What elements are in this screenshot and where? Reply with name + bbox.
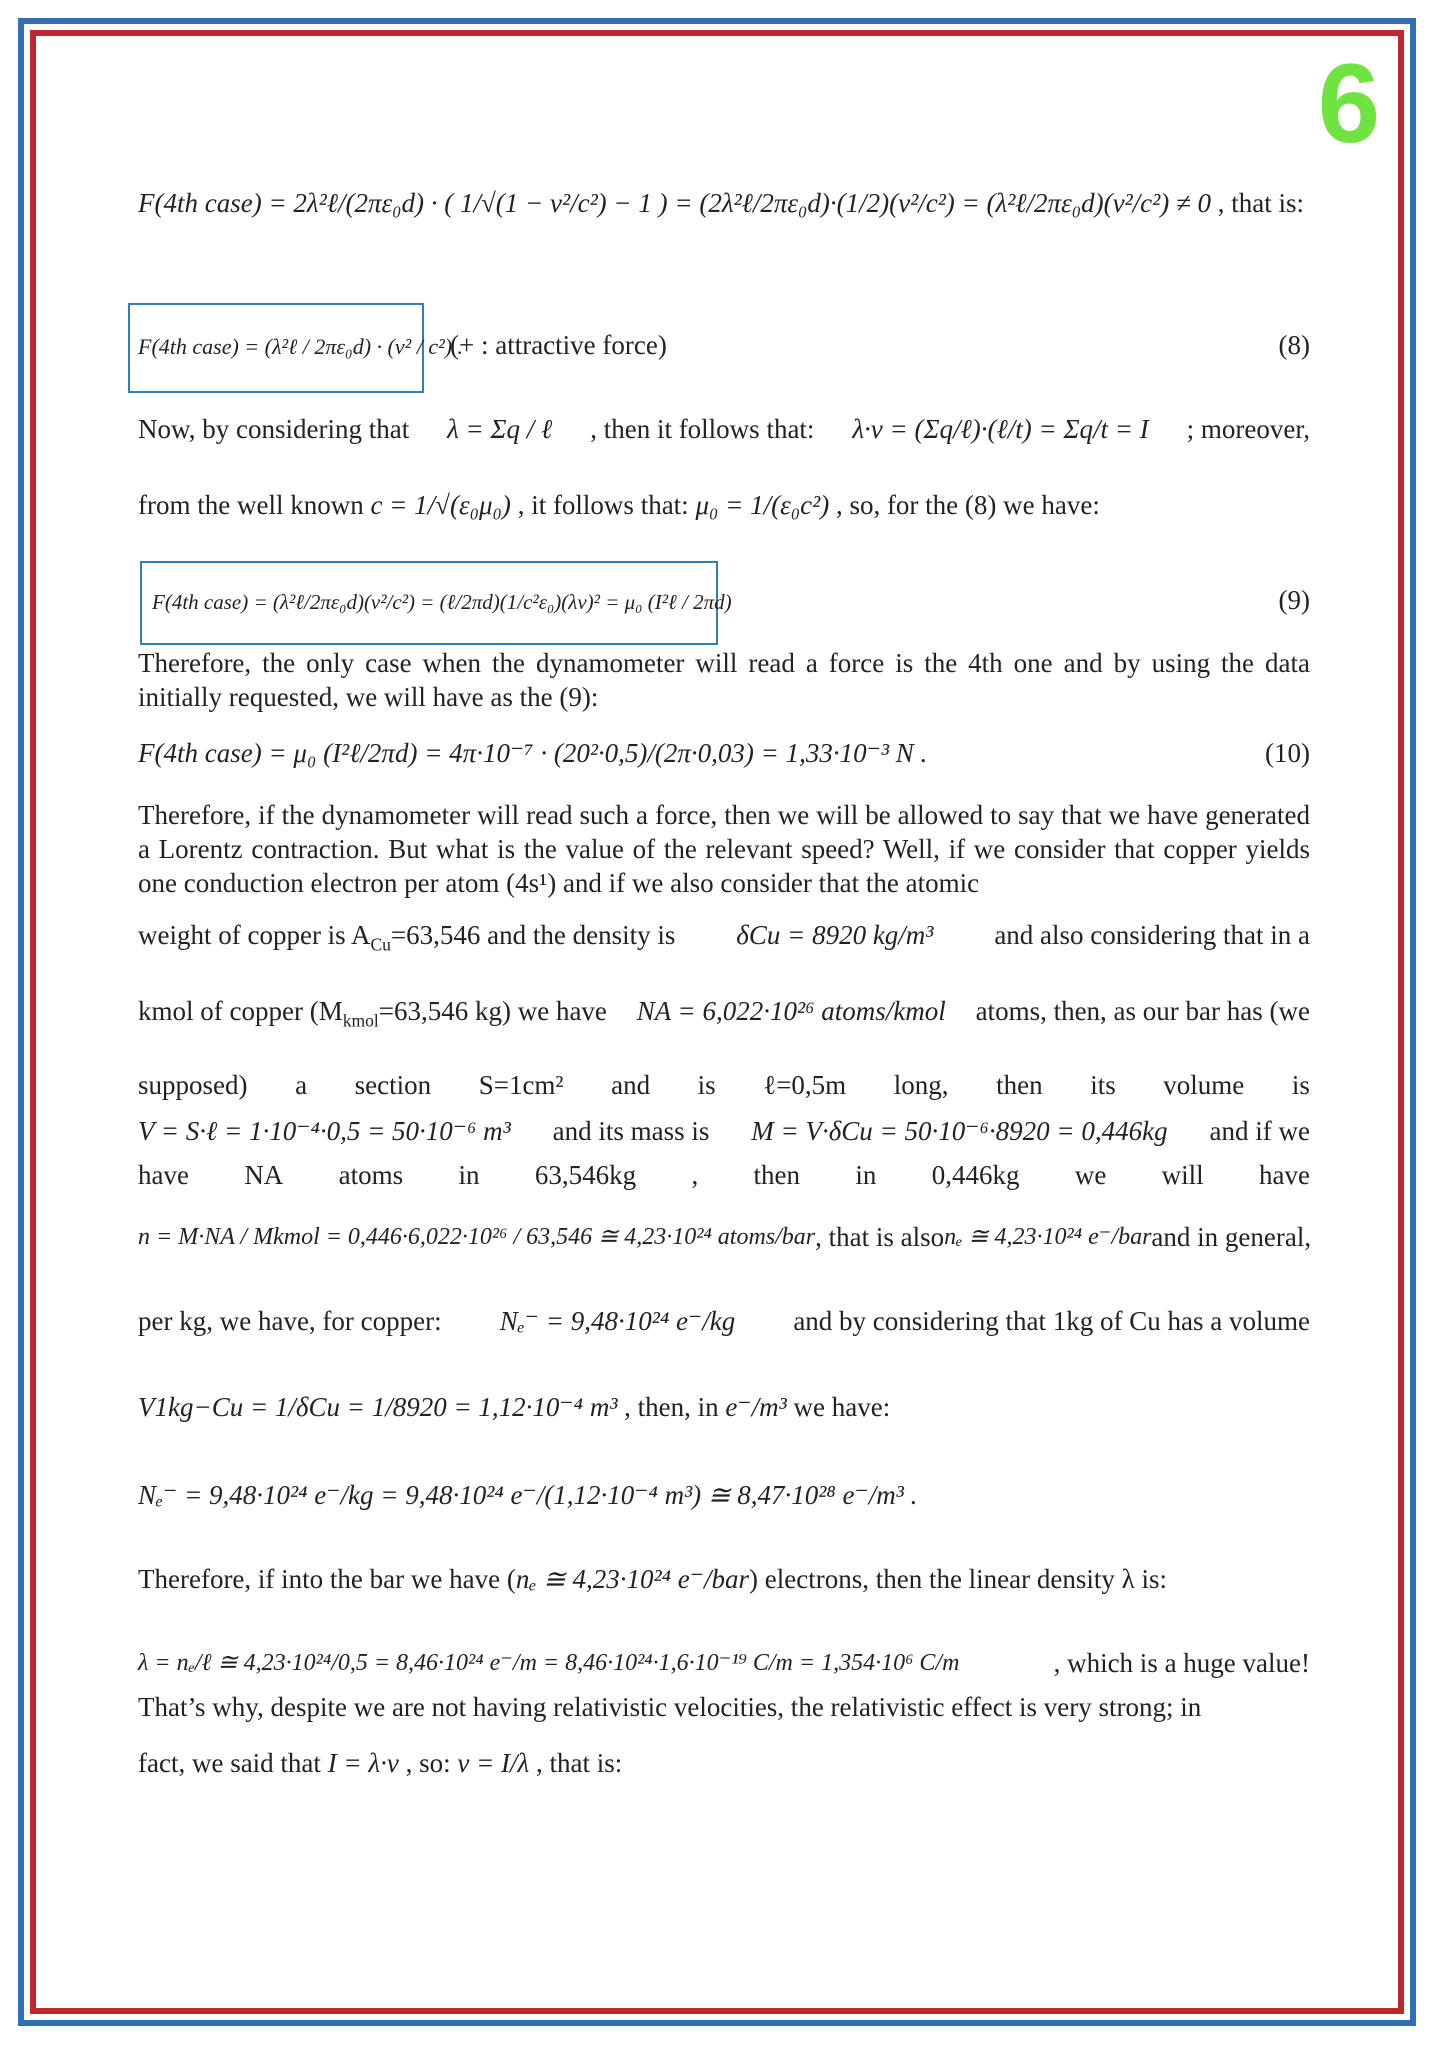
text-fact: fact, we said that <box>138 1748 321 1778</box>
that-is-text: , that is: <box>1217 188 1305 218</box>
line-into-bar <box>138 1564 1310 1595</box>
word: then <box>753 1160 801 1190</box>
text-well-known: from the well known <box>138 490 364 520</box>
text-mass-is: and its mass is <box>552 1116 710 1146</box>
equation-ne-bar: nₑ ≅ 4,23·10²⁴ e⁻/bar <box>515 1564 750 1594</box>
text-linear-density: ) electrons, then the linear density λ is: <box>749 1564 1167 1594</box>
line-have-atoms <box>138 1160 1310 1191</box>
equation-8-note: (+ : attractive force) <box>450 330 667 360</box>
line-per-kg <box>138 1306 1310 1337</box>
page-number: 6 <box>1317 41 1380 166</box>
text-then-in: , then, in <box>624 1392 719 1422</box>
text-we-have: =63,546 kg) we have <box>378 996 607 1026</box>
text-moreover: ; moreover, <box>1186 414 1310 444</box>
word: will <box>1161 1160 1204 1190</box>
word: atoms <box>338 1160 404 1190</box>
word: long, <box>893 1070 949 1100</box>
text-density: =63,546 and the density is <box>390 920 676 950</box>
paragraph-relativistic: That’s why, despite we are not having relativistic velocities, the relativistic effect is very strong; in <box>138 1692 1202 1722</box>
line-now-considering <box>138 414 1310 445</box>
text-per-kg: per kg, we have, for copper: <box>138 1306 442 1336</box>
word: and <box>611 1070 651 1100</box>
equation-8-expr: F(4th case) = (λ²ℓ / 2πε₀d) · (v² / c²) . <box>138 334 464 359</box>
text-atoms-then: atoms, then, as our bar has (we <box>975 996 1310 1026</box>
line-volume-1kg <box>138 1392 1310 1423</box>
force-label: F(4th case) <box>138 188 262 218</box>
unit-e-per-m3: e⁻/m³ <box>725 1392 787 1422</box>
equation-9 <box>138 585 1310 616</box>
equation-speed-of-light: c = 1/√(ε₀μ₀) <box>370 490 511 520</box>
sub-kmol: kmol <box>342 1010 379 1031</box>
sub-cu: Cu <box>370 934 391 955</box>
text-we-have: we have: <box>793 1392 891 1422</box>
equation-avogadro: NA = 6,022·10²⁶ atoms/kmol <box>636 996 946 1026</box>
text-considering: and also considering that in a <box>994 920 1310 950</box>
word: we <box>1074 1160 1107 1190</box>
equation-mass: M = V·δCu = 50·10⁻⁶·8920 = 0,446kg <box>751 1116 1168 1146</box>
line-volume-mass <box>138 1116 1310 1147</box>
equation-lambda-def: λ = Σq / ℓ <box>447 414 553 444</box>
word: supposed) <box>138 1070 248 1100</box>
equation-8-number: (8) <box>1278 330 1310 360</box>
equation-n: n = M·NA / Mkmol = 0,446·6,022·10²⁶ / 63,546 ≅ 4,23·10²⁴ atoms/bar <box>138 1224 816 1250</box>
text-volume: and by considering that 1kg of Cu has a volume <box>793 1306 1310 1336</box>
word: its <box>1090 1070 1116 1100</box>
word: in <box>458 1160 480 1190</box>
equation-force-expansion <box>138 188 1310 219</box>
text-huge-value: , which is a huge value! <box>1053 1648 1310 1678</box>
word: 0,446kg <box>931 1160 1020 1190</box>
equation-lambda: λ = nₑ/ℓ ≅ 4,23·10²⁴/0,5 = 8,46·10²⁴ e⁻/m = 8,46·10²⁴·1,6·10⁻¹⁹ C/m = 1,354·10⁶ C/m <box>138 1650 960 1676</box>
text-kmol: kmol of copper (M <box>138 996 343 1026</box>
line-lambda <box>138 1648 1310 1679</box>
text-that-is: , that is: <box>535 1748 623 1778</box>
equation-ne: nₑ ≅ 4,23·10²⁴ e⁻/bar <box>944 1224 1152 1250</box>
text-follows: , it follows that: <box>517 490 689 520</box>
equation-ne-volume: Nₑ⁻ = 9,48·10²⁴ e⁻/kg = 9,48·10²⁴ e⁻/(1,12·10⁻⁴ m³) ≅ 8,47·10²⁸ e⁻/m³ . <box>138 1480 918 1510</box>
line-electron-count <box>138 1222 1310 1253</box>
equation-density: δCu = 8920 kg/m³ <box>736 920 934 950</box>
word: volume <box>1163 1070 1245 1100</box>
equation-9-expr: F(4th case) = (λ²ℓ/2πε₀d)(v²/c²) = (ℓ/2πd)(1/c²ε₀)(λv)² = μ₀ (I²ℓ / 2πd) <box>152 590 732 614</box>
paragraph-lorentz: Therefore, if the dynamometer will read such a force, then we will be allowed to say that we have generated a Lorentz contraction. But what is the value of the relevant speed? Well, if we consider that copper yields one conduction electron per atom (4s¹) and if we also consider that the atomic <box>138 800 1310 898</box>
text-that-is-also: , that is also <box>815 1222 945 1252</box>
equation-v: v = I/λ <box>457 1748 530 1778</box>
equation-ne-per-kg: Nₑ⁻ = 9,48·10²⁴ e⁻/kg <box>499 1306 736 1336</box>
text-then-follows: , then it follows that: <box>590 414 815 444</box>
text-so: , so: <box>405 1748 451 1778</box>
equation-9-number: (9) <box>1278 585 1310 615</box>
equation-current: λ·v = (Σq/ℓ)·(ℓ/t) = Σq/t = I <box>852 414 1149 444</box>
word: in <box>855 1160 877 1190</box>
equation-mu0: μ₀ = 1/(ε₀c²) <box>695 490 830 520</box>
line-supposed <box>138 1070 1310 1101</box>
line-well-known <box>138 490 1310 521</box>
text-and-if-we: and if we <box>1209 1116 1310 1146</box>
text-therefore: Therefore, if into the bar we have ( <box>138 1564 516 1594</box>
word: is <box>1291 1070 1310 1100</box>
word: have <box>1259 1160 1310 1190</box>
line-ne-volume <box>138 1480 1310 1511</box>
equation-10 <box>138 738 1310 769</box>
text-in-general: and in general, <box>1151 1222 1312 1252</box>
equation-8 <box>138 330 1310 361</box>
equation-10-number: (10) <box>1265 738 1310 768</box>
word: a <box>295 1070 308 1100</box>
word: is <box>697 1070 716 1100</box>
equation-i-lambda-v: I = λ·v <box>327 1748 399 1778</box>
equation-10-expr: F(4th case) = μ₀ (I²ℓ/2πd) = 4π·10⁻⁷ · (20²·0,5)/(2π·0,03) = 1,33·10⁻³ N . <box>138 738 928 768</box>
equation-volume: V = S·ℓ = 1·10⁻⁴·0,5 = 50·10⁻⁶ m³ <box>138 1116 511 1146</box>
text-for-eq8: , so, for the (8) we have: <box>835 490 1100 520</box>
line-atomic-weight <box>138 920 1310 955</box>
line-fact <box>138 1748 1310 1779</box>
word: S=1cm² <box>478 1070 564 1100</box>
word: 63,546kg <box>534 1160 637 1190</box>
word: then <box>996 1070 1043 1100</box>
word: ℓ=0,5m <box>763 1070 847 1100</box>
line-kmol <box>138 996 1310 1031</box>
word: section <box>354 1070 432 1100</box>
text-weight: weight of copper is A <box>138 920 371 950</box>
text-now: Now, by considering that <box>138 414 410 444</box>
paragraph-only-case: Therefore, the only case when the dynamometer will read a force is the 4th one and by using the data initially requested, we will have as the (9): <box>138 648 1310 712</box>
force-expansion: = 2λ²ℓ/(2πε₀d) · ( 1/√(1 − v²/c²) − 1 ) = (2λ²ℓ/2πε₀d)·(1/2)(v²/c²) = (λ²ℓ/2πε₀d)(v²/c²) ≠ 0 <box>268 188 1212 218</box>
word: , <box>691 1160 699 1190</box>
word: have <box>138 1160 189 1190</box>
equation-v1kg: V1kg−Cu = 1/δCu = 1/8920 = 1,12·10⁻⁴ m³ <box>138 1392 618 1422</box>
word: NA <box>244 1160 284 1190</box>
